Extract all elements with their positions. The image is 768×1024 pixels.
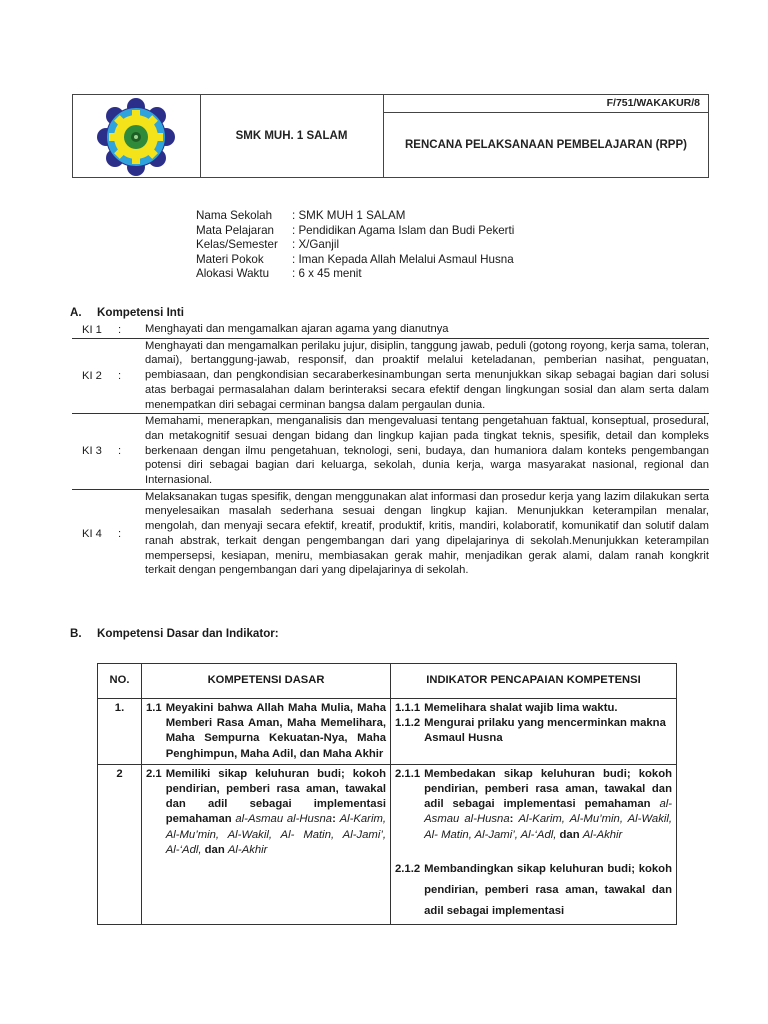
indicator-text-last: Al-Akhir: [582, 828, 623, 841]
indicator-text-colon: :: [509, 813, 519, 826]
indicator-text-names: Al-Karim, Al-Mu’min, Al-Wakil, Al- Matin, Al-Jami’, Al-‘Adl,: [424, 813, 672, 841]
kd-text: Meyakini bahwa Allah Maha Mulia, Maha Memberi Rasa Aman, Maha Memelihara, Maha Sempurna Kekuatan-Nya, Maha Penghimpun, Maha Adil, dan Maha Akhir: [165, 702, 386, 760]
form-code: F/751/WAKAKUR/8: [384, 95, 708, 113]
indicator-text: Membandingkan sikap keluhuran budi; kokoh pendirian, pemberi rasa aman, tawakal dan adil sebagai implementasi: [424, 862, 672, 917]
indicator-text-and: dan: [556, 828, 583, 841]
column-header-kd: KOMPETENSI DASAR: [142, 664, 391, 699]
column-header-indikator: INDIKATOR PENCAPAIAN KOMPETENSI: [391, 664, 677, 699]
row-number: 2: [98, 764, 142, 924]
identity-label: Alokasi Waktu: [196, 267, 270, 281]
indicator-cell: [391, 764, 677, 924]
indicator-item: [395, 701, 672, 716]
section-b-heading: [70, 627, 279, 640]
identity-row: [196, 253, 514, 268]
kd-text-plain: Memiliki sikap keluhuran budi; kokoh pendirian, pemberi rasa aman, tawakal dan adil sebagai implementasi pemahaman: [165, 767, 386, 826]
kd-cell: [142, 764, 391, 924]
kd-number: 1.1: [146, 702, 162, 714]
section-title: Kompetensi Dasar dan Indikator:: [97, 627, 279, 640]
indicator-number: 1.1.2: [395, 717, 421, 730]
identity-label: Mata Pelajaran: [196, 223, 274, 237]
ki-colon: :: [118, 369, 122, 382]
kd-text-names: Al-Karim, Al-Mu’min, Al-Wakil, Al- Matin, Al-Jami’, Al-‘Adl,: [165, 813, 387, 856]
ki-row: [72, 339, 709, 415]
section-letter: B.: [70, 627, 82, 640]
ki-label: KI 2: [82, 369, 102, 382]
section-letter: A.: [70, 306, 82, 319]
identity-label: Kelas/Semester: [196, 238, 278, 252]
kd-text-italic: al-Asmau al-Husna: [235, 813, 333, 826]
ki-row: [72, 490, 709, 579]
identity-value: : X/Ganjil: [292, 238, 340, 252]
section-a-heading: [70, 306, 184, 319]
ki-colon: :: [118, 445, 122, 458]
identity-row: [196, 267, 514, 282]
indicator-text-italic: al-Asmau al-Husna: [424, 798, 672, 826]
kd-text-colon: :: [332, 813, 340, 826]
indicator-text-plain: Membedakan sikap keluhuran budi; kokoh pendirian, pemberi rasa aman, tawakal dan adil sebagai implementasi pemahaman: [424, 767, 672, 811]
document-header: [72, 94, 709, 178]
identity-row: [196, 238, 514, 253]
indicator-number: 2.1.2: [395, 862, 421, 875]
kd-cell: [142, 699, 391, 765]
identity-label: Nama Sekolah: [196, 209, 273, 222]
kd-text-and: dan: [201, 843, 228, 856]
row-number: 1.: [98, 699, 142, 765]
table-header-row: [98, 664, 677, 699]
ki-label: KI 1: [82, 323, 102, 336]
indicator-text: Memelihara shalat wajib lima waktu.: [424, 702, 618, 714]
ki-colon: :: [118, 323, 122, 336]
logo-cell: [73, 95, 201, 177]
ki-text: Memahami, menerapkan, menganalisis dan mengevaluasi tentang pengetahuan faktual, konseptual, prosedural, dan metakognitif sesuai dengan bidang dan lingkup kajian pada tingkat teknis, spesifik, detail dan kompleks berkenaan dengan ilmu pengetahuan, teknologi, seni, budaya, dan humaniora dalam konteks pengembangan potensi diri sebagai bagian dari keluarga, sekolah, dunia kerja, warga masyarakat nasional, regional dan Internasional.: [145, 415, 709, 487]
kompetensi-dasar-table: [97, 663, 677, 925]
indicator-text: [424, 767, 672, 843]
ki-row: [72, 322, 709, 339]
indicator-number: 2.1.1: [395, 767, 421, 780]
kompetensi-inti-list: [72, 322, 709, 579]
identity-value: : Pendidikan Agama Islam dan Budi Pekerti: [292, 223, 515, 237]
table-row: [98, 699, 677, 765]
ki-text: Menghayati dan mengamalkan ajaran agama yang dianutnya: [145, 323, 449, 335]
indicator-item: [395, 767, 672, 843]
ki-label: KI 4: [82, 527, 102, 540]
table-row: [98, 764, 677, 924]
ki-text: Menghayati dan mengamalkan perilaku jujur, disiplin, tanggung jawab, peduli (gotong royong, kerja sama, toleran, damai), bertanggung-jawab, responsif, dan proaktif melalui keteladanan, pemberian nasihat, penguatan, pembiasaan, dan pengkondisian secaraberkesinambungan serta menunjukkan sikap sebagai bagian dari solusi atas berbagai permasalahan dalam berinteraksi secara efektif dengan lingkungan sosial dan alam serta dalam menempatkan diri sebagai cerminan bangsa dalam pergaulan dunia.: [145, 339, 709, 411]
ki-label: KI 3: [82, 445, 102, 458]
identity-row: [196, 224, 514, 239]
kd-number: 2.1: [146, 767, 162, 780]
identity-value: : 6 x 45 menit: [292, 267, 362, 281]
indicator-text: Mengurai prilaku yang mencerminkan makna Asmaul Husna: [424, 717, 666, 745]
identity-row: [196, 209, 514, 224]
ki-text: Melaksanakan tugas spesifik, dengan menggunakan alat informasi dan prosedur kerja yang lazim dilakukan serta menyelesaikan masalah sederhana sesuai dengan lingkup kajian. Menunjukkan keterampilan menalar, mengolah, dan menyaji secara efektif, kreatif, produktif, kritis, mandiri, kolaboratif, komunikatif dan solutif dalam ranah abstrak, terkait dengan pengembangan dari yang dipelajarinya di sekolah.Menunjukkan keterampilan mempersepsi, kesiapan, meniru, membiasakan gerak mahir, menjadikan gerak alami, dalam ranah kongkrit terkait dengan pengembangan dari yang dipelajarinya di sekolah.: [145, 490, 709, 577]
kd-text: [166, 767, 386, 858]
document-title: RENCANA PELAKSANAAN PEMBELAJARAN (RPP): [405, 138, 687, 151]
identity-block: [196, 209, 514, 282]
identity-value: : Iman Kepada Allah Melalui Asmaul Husna: [292, 252, 514, 266]
identity-value: : SMK MUH 1 SALAM: [292, 209, 406, 222]
ki-colon: :: [118, 527, 122, 540]
ki-row: [72, 414, 709, 490]
kd-text-last: Al-Akhir: [227, 843, 268, 856]
section-title: Kompetensi Inti: [97, 306, 184, 319]
identity-label: Materi Pokok: [196, 252, 264, 266]
column-header-no: NO.: [98, 664, 142, 699]
indicator-number: 1.1.1: [395, 702, 421, 714]
indicator-item: [395, 716, 672, 746]
school-name: SMK MUH. 1 SALAM: [200, 95, 384, 177]
school-logo-icon: [73, 95, 200, 179]
indicator-cell: [391, 699, 677, 765]
indicator-item: [395, 859, 672, 922]
